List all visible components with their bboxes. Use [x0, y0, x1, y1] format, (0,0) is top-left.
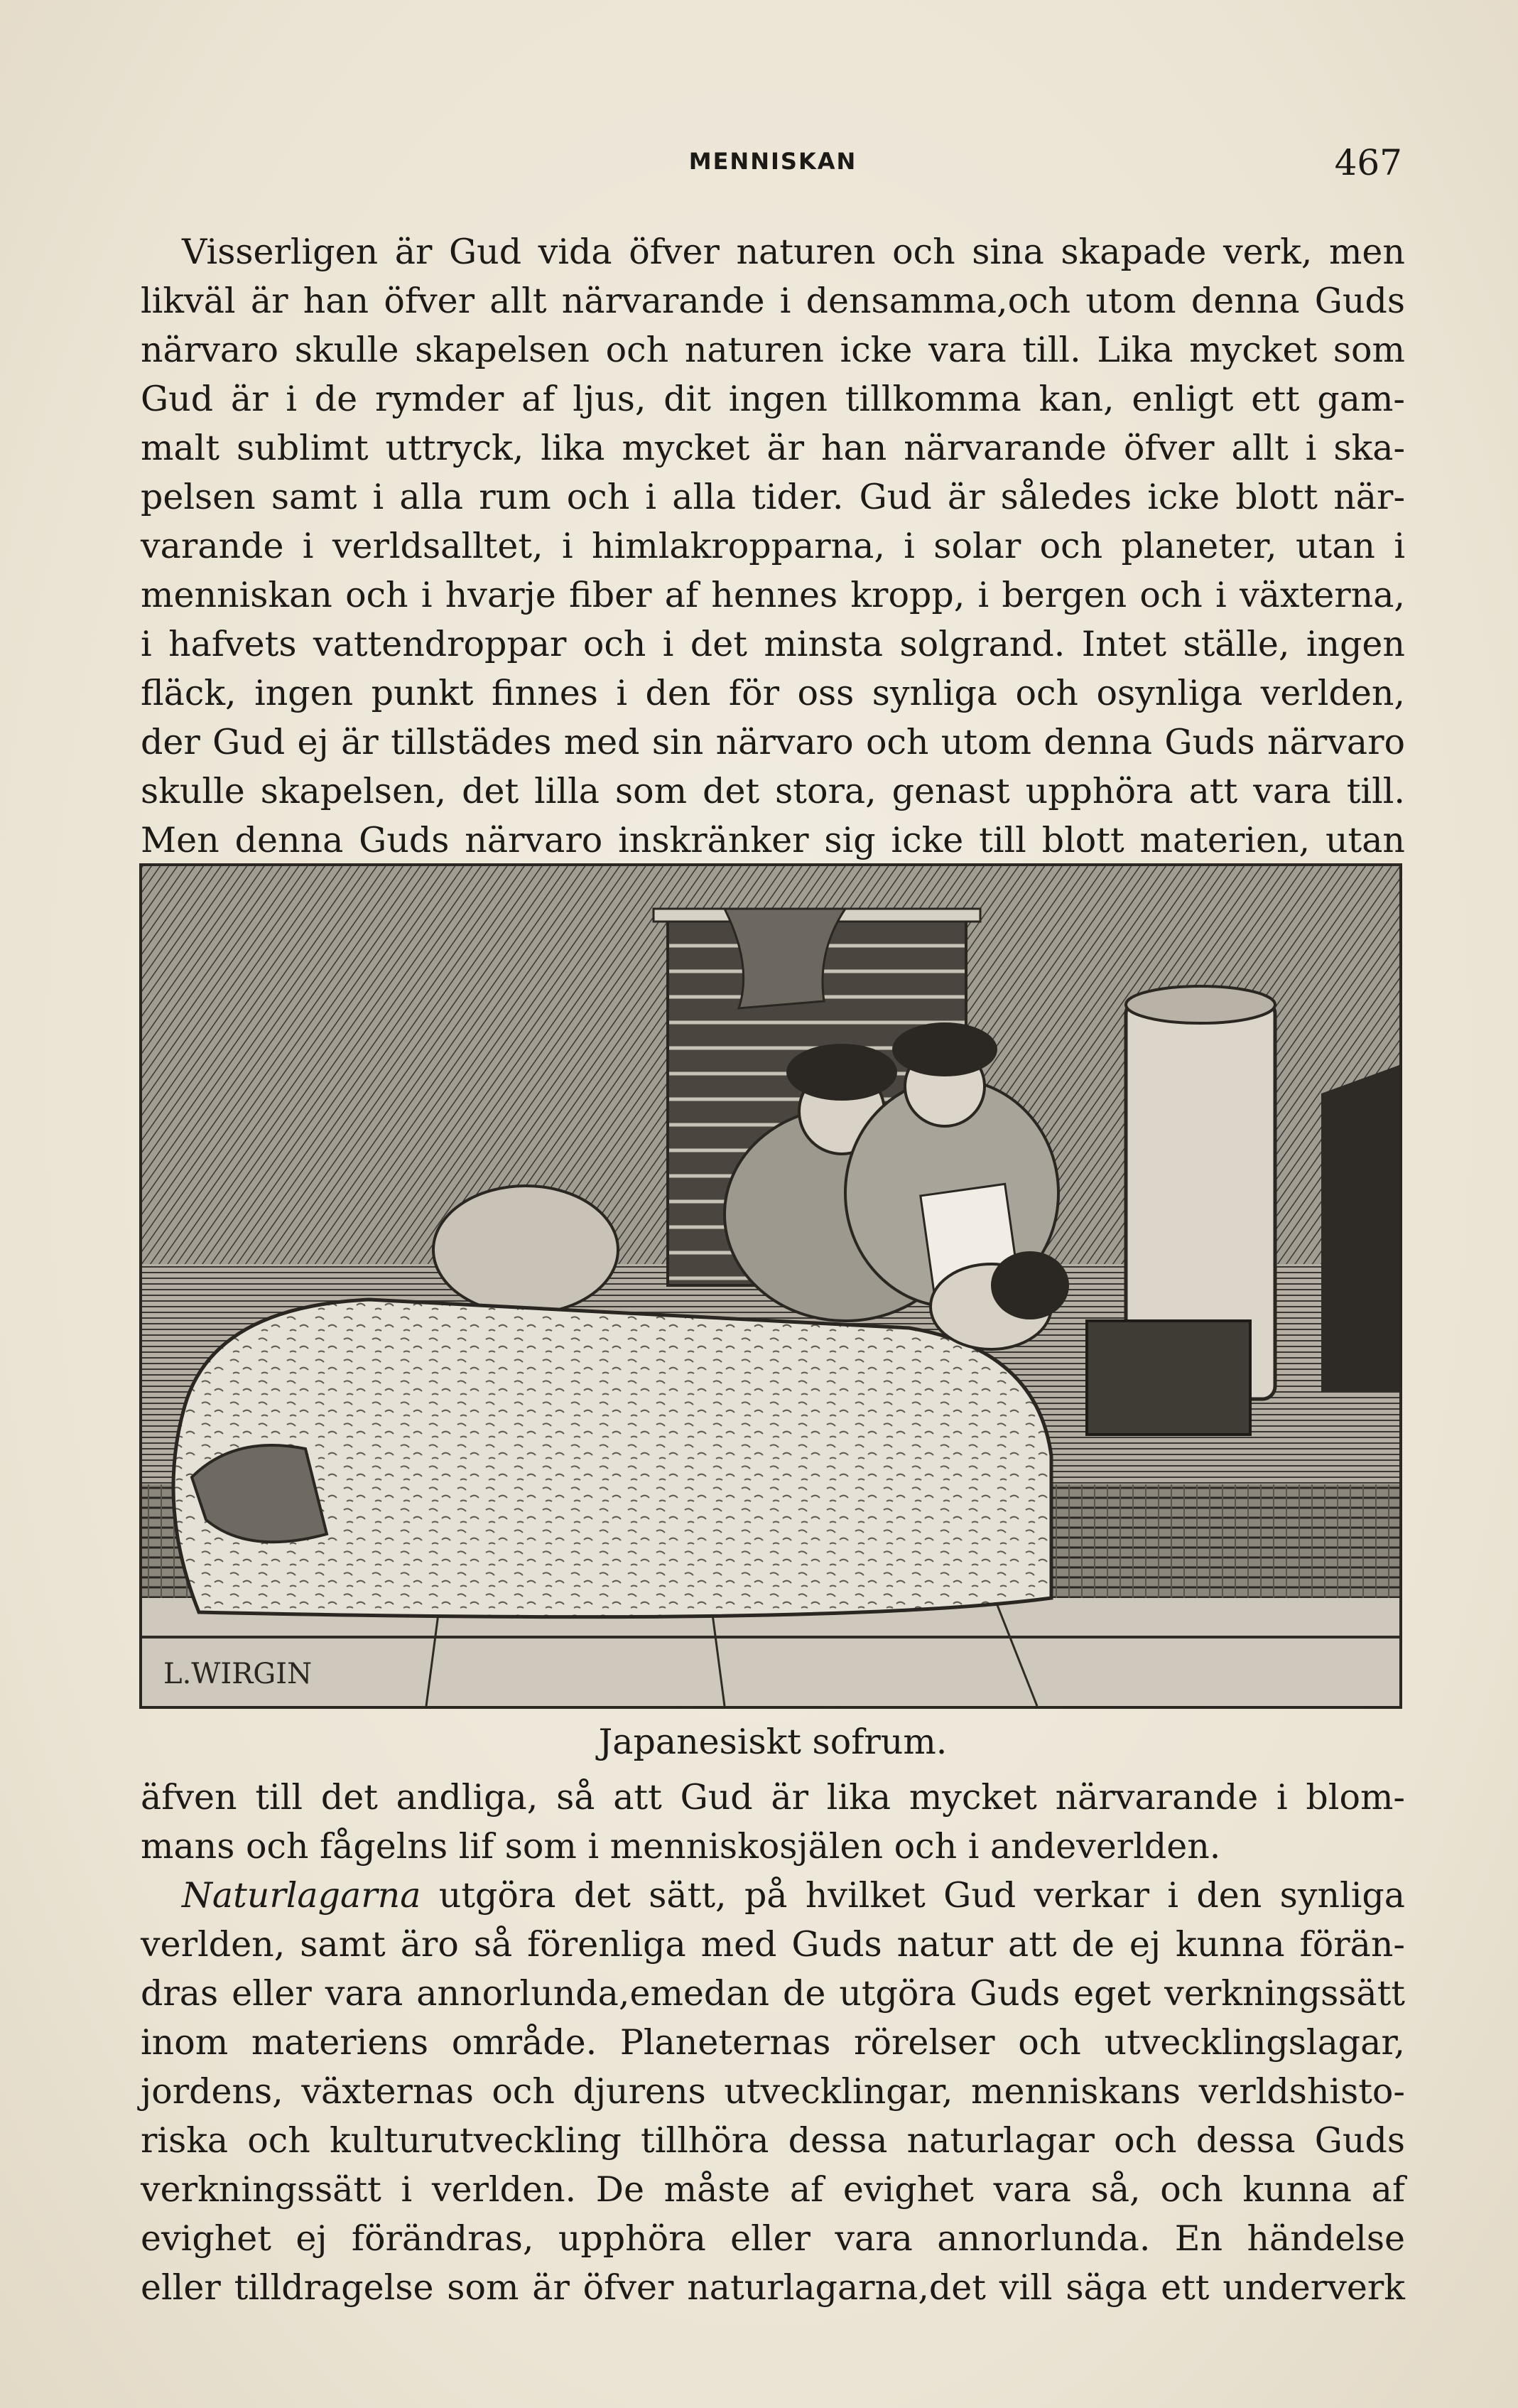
- text-line: jordens, växternas och djurens utvecklingar, menniskans verldshisto-: [141, 2071, 1405, 2112]
- text-line: likväl är han öfver allt närvarande i densamma,och utom denna Guds: [141, 281, 1405, 321]
- text-line: pelsen samt i alla rum och i alla tider. Gud är således icke blott när-: [141, 477, 1405, 517]
- text-line: verlden, samt äro så förenliga med Guds natur att de ej kunna förän-: [141, 1924, 1405, 1965]
- text-line: skulle skapelsen, det lilla som det stora, genast upphöra att vara till.: [141, 771, 1405, 811]
- text-line: eller tilldragelse som är öfver naturlagarna,det vill säga ett underverk: [141, 2267, 1405, 2308]
- text-line: dras eller vara annorlunda,emedan de utgöra Guds eget verkningssätt: [141, 1973, 1405, 2014]
- text-line: närvaro skulle skapelsen och naturen icke vara till. Lika mycket som: [141, 330, 1405, 370]
- text-line: der Gud ej är tillstädes med sin närvaro och utom denna Guds närvaro: [141, 722, 1405, 762]
- page-header: [141, 142, 1405, 192]
- text-fragment: utgöra det sätt, på hvilket Gud verkar i den synliga: [421, 1875, 1405, 1916]
- engraving-illustration: [139, 863, 1402, 1709]
- text-line: malt sublimt uttryck, lika mycket är han närvarande öfver allt i ska-: [141, 428, 1405, 468]
- text-line: Men denna Guds närvaro inskränker sig icke till blott materien, utan: [141, 820, 1405, 860]
- text-line: äfven till det andliga, så att Gud är lika mycket närvarande i blom-: [141, 1777, 1405, 1818]
- text-line: inom materiens område. Planeternas rörelser och utvecklingslagar,: [141, 2022, 1405, 2063]
- text-line: varande i verldsalltet, i himlakropparna, i solar och planeter, utan i: [141, 526, 1405, 566]
- text-line: i hafvets vattendroppar och i det minsta solgrand. Intet ställe, ingen: [141, 624, 1405, 664]
- bedroom-engraving: [142, 866, 1399, 1706]
- engraver-signature: L.WIRGIN: [163, 1658, 313, 1690]
- text-line: menniskan och i hvarje fiber af hennes kropp, i bergen och i växterna,: [141, 575, 1405, 615]
- figure-caption: Japanesiskt sofrum.: [598, 1722, 948, 1762]
- text-line: riska och kulturutveckling tillhöra dessa naturlagar och dessa Guds: [141, 2120, 1405, 2161]
- running-head: MENNISKAN: [688, 148, 857, 175]
- italic-term: Naturlagarna: [182, 1875, 421, 1916]
- text-line: evighet ej förändras, upphöra eller vara annorlunda. En händelse: [141, 2218, 1405, 2259]
- text-line: Gud är i de rymder af ljus, dit ingen tillkomma kan, enligt ett gam-: [141, 379, 1405, 419]
- bottom-text: [141, 1773, 1405, 2312]
- text-line: mans och fågelns lif som i menniskosjälen och i andeverlden.: [141, 1826, 1221, 1867]
- text-line: Visserligen är Gud vida öfver naturen och sina skapade verk, men: [182, 232, 1405, 272]
- top-paragraph: [141, 227, 1405, 865]
- text-line: verkningssätt i verlden. De måste af evighet vara så, och kunna af: [141, 2169, 1405, 2210]
- page-number: 467: [1334, 142, 1402, 183]
- text-line-with-term: [141, 1871, 1405, 1920]
- text-line: fläck, ingen punkt finnes i den för oss synliga och osynliga verlden,: [141, 673, 1405, 713]
